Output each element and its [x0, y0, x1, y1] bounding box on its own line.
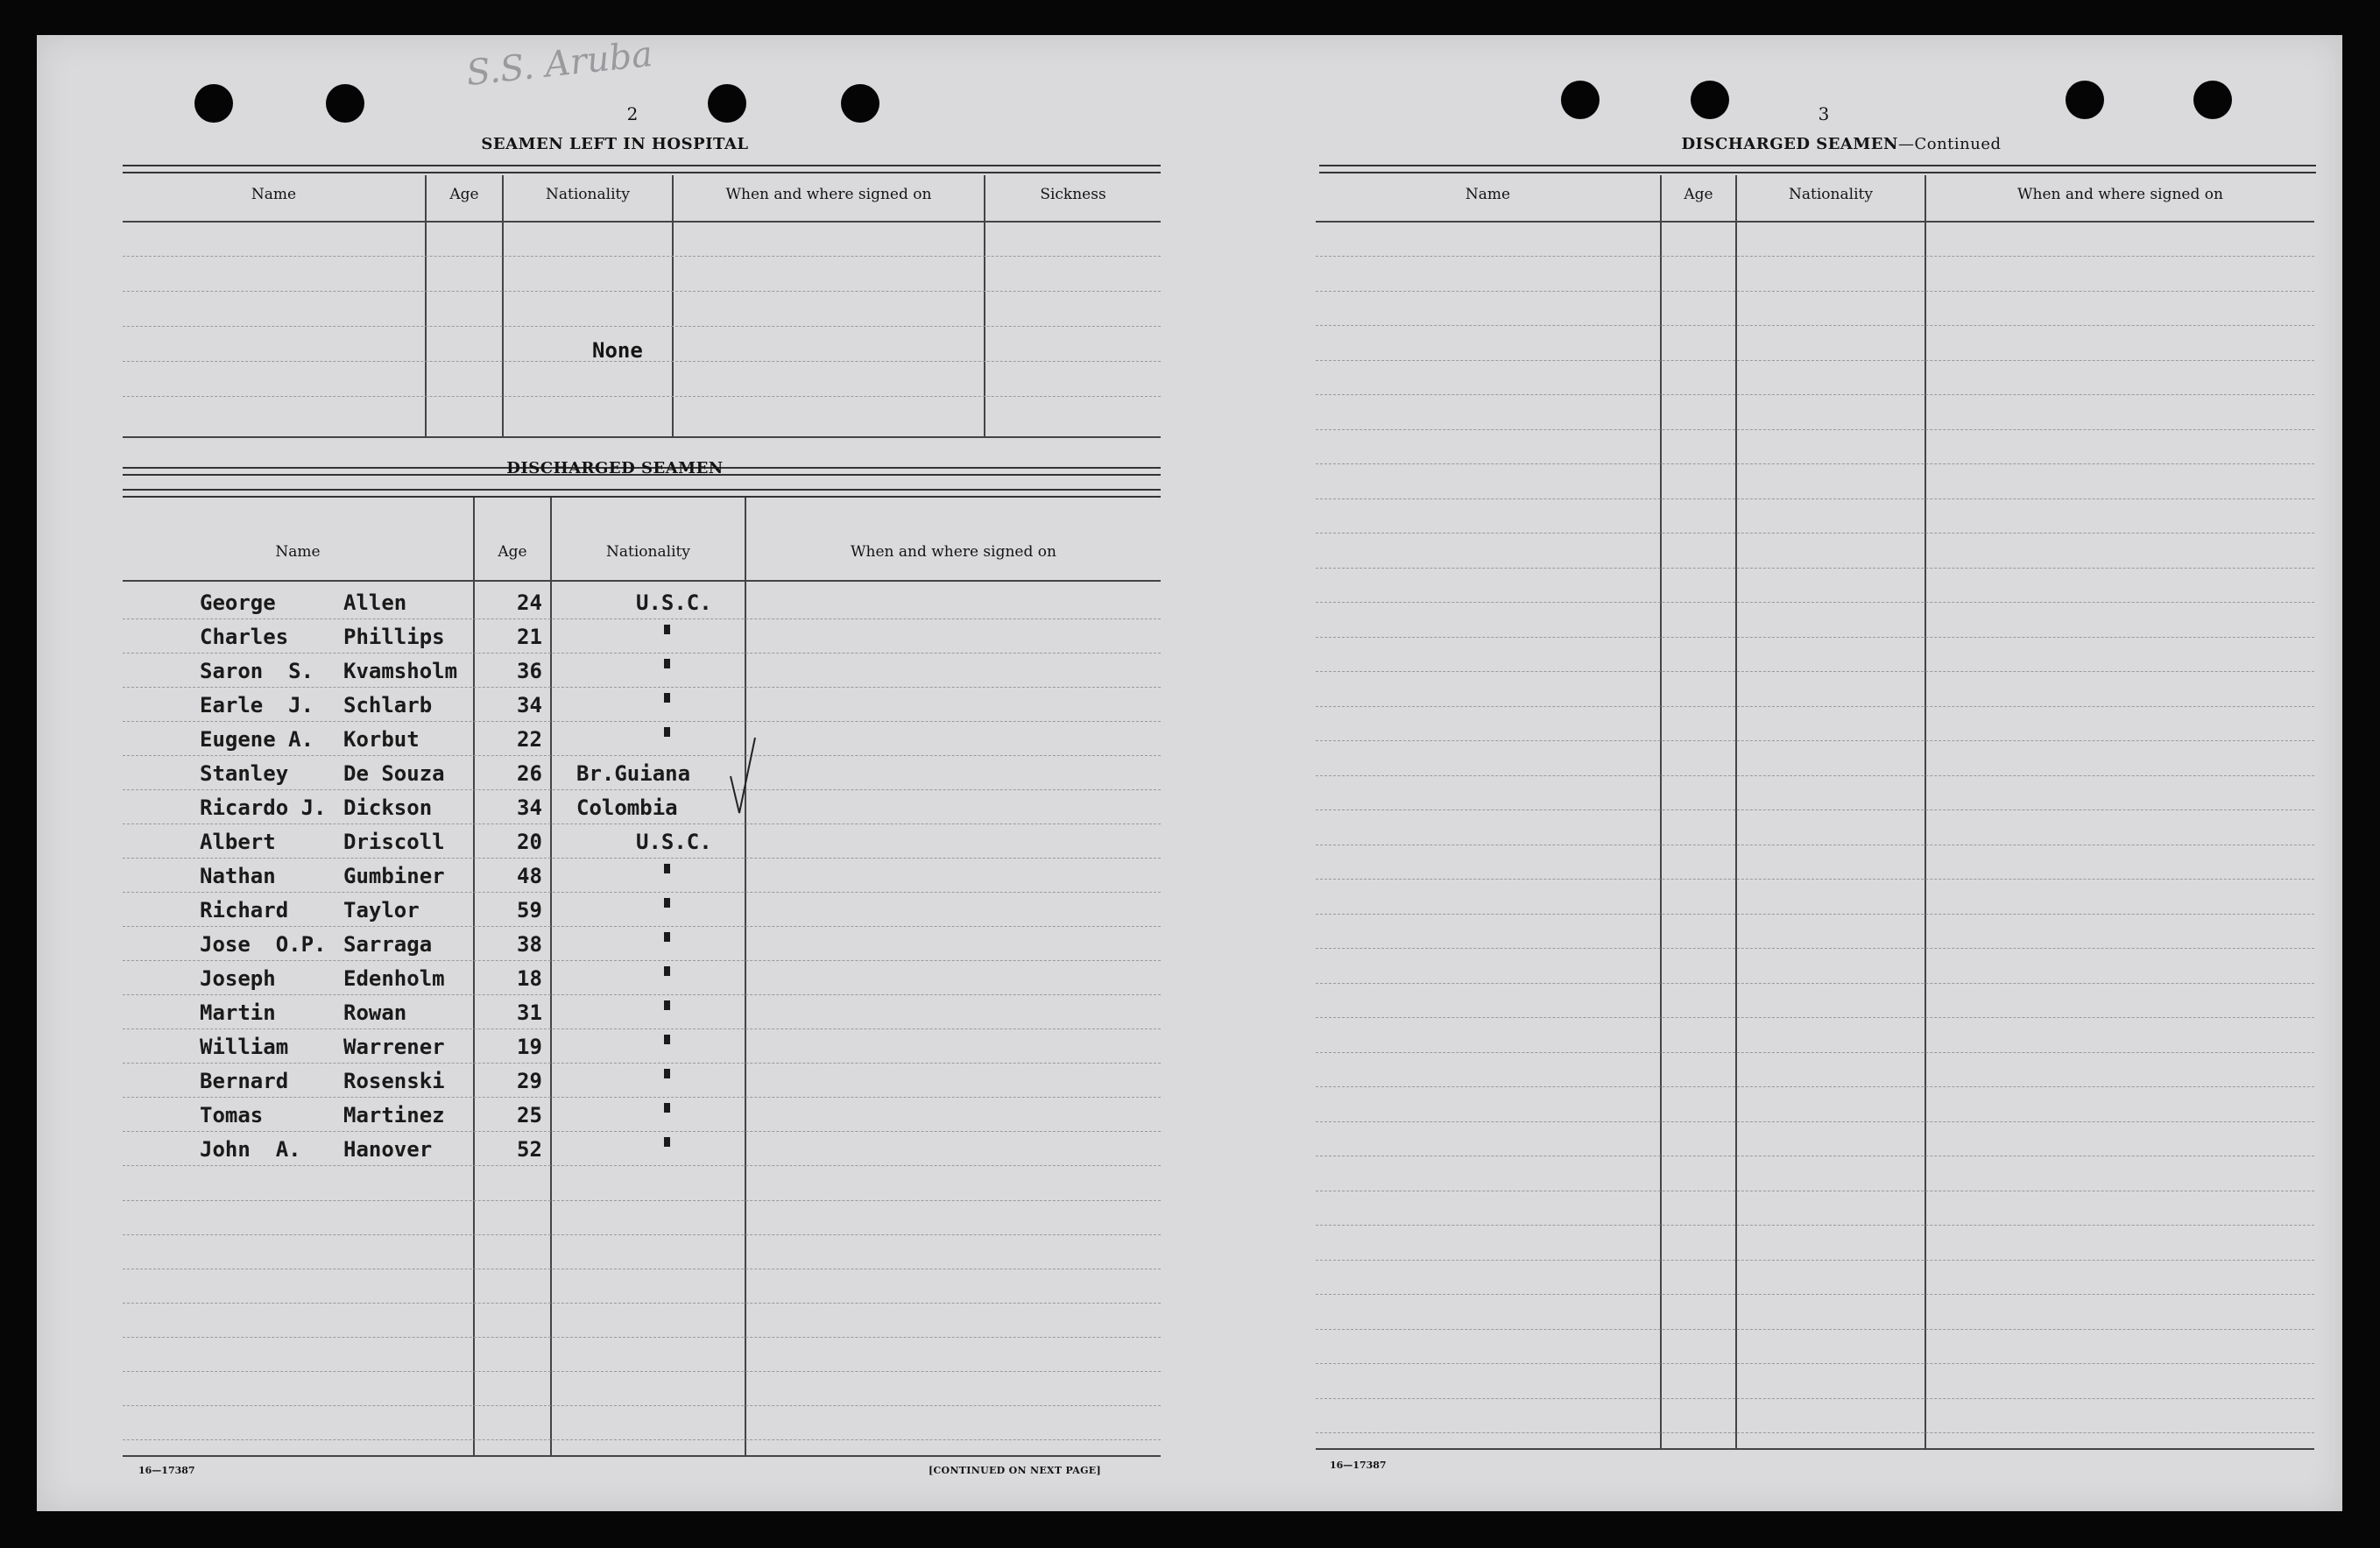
ditto-mark [664, 1069, 670, 1078]
column-header-nationality: Nationality [1789, 186, 1873, 203]
seaman-age: 26 [517, 761, 542, 786]
seaman-age: 34 [517, 693, 542, 717]
check-mark-icon [727, 732, 762, 820]
hospital-none-entry: None [592, 338, 643, 363]
column-header-name: Name [251, 186, 297, 203]
seaman-last-name: De Souza [343, 761, 445, 786]
title-suffix: —Continued [1897, 135, 2002, 153]
seaman-first-name: George [200, 590, 276, 615]
ditto-mark [664, 659, 670, 668]
seaman-age: 59 [517, 898, 542, 922]
seaman-age: 20 [517, 830, 542, 854]
seaman-last-name: Kvamsholm [343, 659, 458, 683]
seaman-first-name: Earle J. [200, 693, 314, 717]
column-header-name: Name [1465, 186, 1511, 203]
ditto-mark [664, 1000, 670, 1010]
table-row [123, 995, 1161, 1028]
ditto-mark [664, 932, 670, 942]
handwritten-note: S.S. Aruba [464, 33, 655, 95]
seaman-age: 34 [517, 795, 542, 820]
seaman-last-name: Warrener [343, 1035, 445, 1059]
column-header-nationality: Nationality [546, 186, 630, 203]
seaman-first-name: Richard [200, 898, 289, 922]
column-header-signed-on: When and where signed on [851, 543, 1056, 561]
column-header-name: Name [275, 543, 321, 561]
column-header-signed-on: When and where signed on [725, 186, 932, 203]
seaman-nationality: Br.Guiana [576, 761, 691, 786]
seaman-age: 48 [517, 864, 542, 888]
right-page [1176, 35, 2342, 1511]
seaman-last-name: Schlarb [343, 693, 433, 717]
double-rule [1319, 165, 2316, 173]
seaman-first-name: Jose O.P. [200, 932, 327, 957]
seaman-first-name: Tomas [200, 1103, 264, 1127]
table-row [123, 790, 1161, 823]
ditto-mark [664, 966, 670, 976]
title-text: DISCHARGED SEAMEN [1681, 135, 1898, 153]
seaman-age: 19 [517, 1035, 542, 1059]
seaman-age: 38 [517, 932, 542, 957]
seaman-nationality: Colombia [576, 795, 678, 820]
seaman-first-name: Stanley [200, 761, 289, 786]
table-row [123, 688, 1161, 721]
column-header-age: Age [449, 186, 479, 203]
form-number: 16—17387 [138, 1465, 195, 1476]
seaman-first-name: Bernard [200, 1069, 289, 1093]
seaman-last-name: Rowan [343, 1000, 407, 1025]
ditto-mark [664, 625, 670, 634]
hospital-table [123, 175, 1161, 438]
table-row [123, 619, 1161, 653]
seaman-first-name: Charles [200, 625, 289, 649]
discharged-table [123, 498, 1161, 1457]
page-number: 3 [1818, 103, 1830, 124]
double-rule [123, 165, 1161, 173]
seaman-first-name: Joseph [200, 966, 276, 991]
seaman-age: 31 [517, 1000, 542, 1025]
table-row [123, 927, 1161, 960]
discharged-section-title: DISCHARGED SEAMEN [506, 459, 724, 477]
seaman-first-name: Ricardo J. [200, 795, 327, 820]
seaman-last-name: Gumbiner [343, 864, 445, 888]
ditto-mark [664, 1035, 670, 1044]
ditto-mark [664, 1137, 670, 1147]
table-row [123, 1064, 1161, 1097]
seaman-last-name: Taylor [343, 898, 420, 922]
seaman-last-name: Driscoll [343, 830, 445, 854]
hospital-section-title: SEAMEN LEFT IN HOSPITAL [481, 135, 749, 153]
discharged-continued-table [1316, 175, 2314, 1450]
ditto-mark [664, 898, 670, 908]
ditto-mark [664, 1103, 670, 1113]
seaman-age: 21 [517, 625, 542, 649]
left-page [37, 35, 1176, 1511]
column-header-sickness: Sickness [1040, 186, 1106, 203]
table-row [123, 1098, 1161, 1131]
table-row [123, 585, 1161, 618]
table-row [123, 859, 1161, 892]
seaman-nationality: U.S.C. [636, 590, 712, 615]
seaman-first-name: Albert [200, 830, 276, 854]
seaman-age: 22 [517, 727, 542, 752]
seaman-age: 24 [517, 590, 542, 615]
page-number: 2 [626, 103, 639, 124]
form-number: 16—17387 [1330, 1460, 1387, 1471]
seaman-age: 29 [517, 1069, 542, 1093]
seaman-first-name: William [200, 1035, 289, 1059]
seaman-first-name: Nathan [200, 864, 276, 888]
ditto-mark [664, 693, 670, 703]
seaman-first-name: Saron S. [200, 659, 314, 683]
table-row [123, 824, 1161, 858]
continued-note: [CONTINUED ON NEXT PAGE] [929, 1465, 1101, 1476]
table-row [123, 654, 1161, 687]
column-header-age: Age [1684, 186, 1713, 203]
ditto-mark [664, 727, 670, 737]
seaman-last-name: Phillips [343, 625, 445, 649]
seaman-age: 52 [517, 1137, 542, 1162]
seaman-last-name: Rosenski [343, 1069, 445, 1093]
seaman-last-name: Martinez [343, 1103, 445, 1127]
seaman-first-name: Eugene A. [200, 727, 314, 752]
seaman-last-name: Korbut [343, 727, 420, 752]
table-row [123, 756, 1161, 789]
table-row [123, 893, 1161, 926]
table-row [123, 1132, 1161, 1165]
column-header-nationality: Nationality [606, 543, 690, 561]
discharged-continued-title [1596, 135, 2087, 153]
seaman-first-name: Martin [200, 1000, 276, 1025]
seaman-last-name: Hanover [343, 1137, 433, 1162]
double-rule [123, 489, 1161, 498]
seaman-last-name: Edenholm [343, 966, 445, 991]
seaman-nationality: U.S.C. [636, 830, 712, 854]
column-header-age: Age [498, 543, 527, 561]
manifest-sheet [37, 35, 2342, 1511]
seaman-age: 25 [517, 1103, 542, 1127]
seaman-last-name: Allen [343, 590, 407, 615]
seaman-last-name: Dickson [343, 795, 433, 820]
seaman-age: 18 [517, 966, 542, 991]
seaman-last-name: Sarraga [343, 932, 433, 957]
seaman-first-name: John A. [200, 1137, 301, 1162]
table-row [123, 1029, 1161, 1063]
table-row [123, 961, 1161, 994]
ditto-mark [664, 864, 670, 873]
seaman-age: 36 [517, 659, 542, 683]
table-row [123, 722, 1161, 755]
column-header-signed-on: When and where signed on [2017, 186, 2223, 203]
